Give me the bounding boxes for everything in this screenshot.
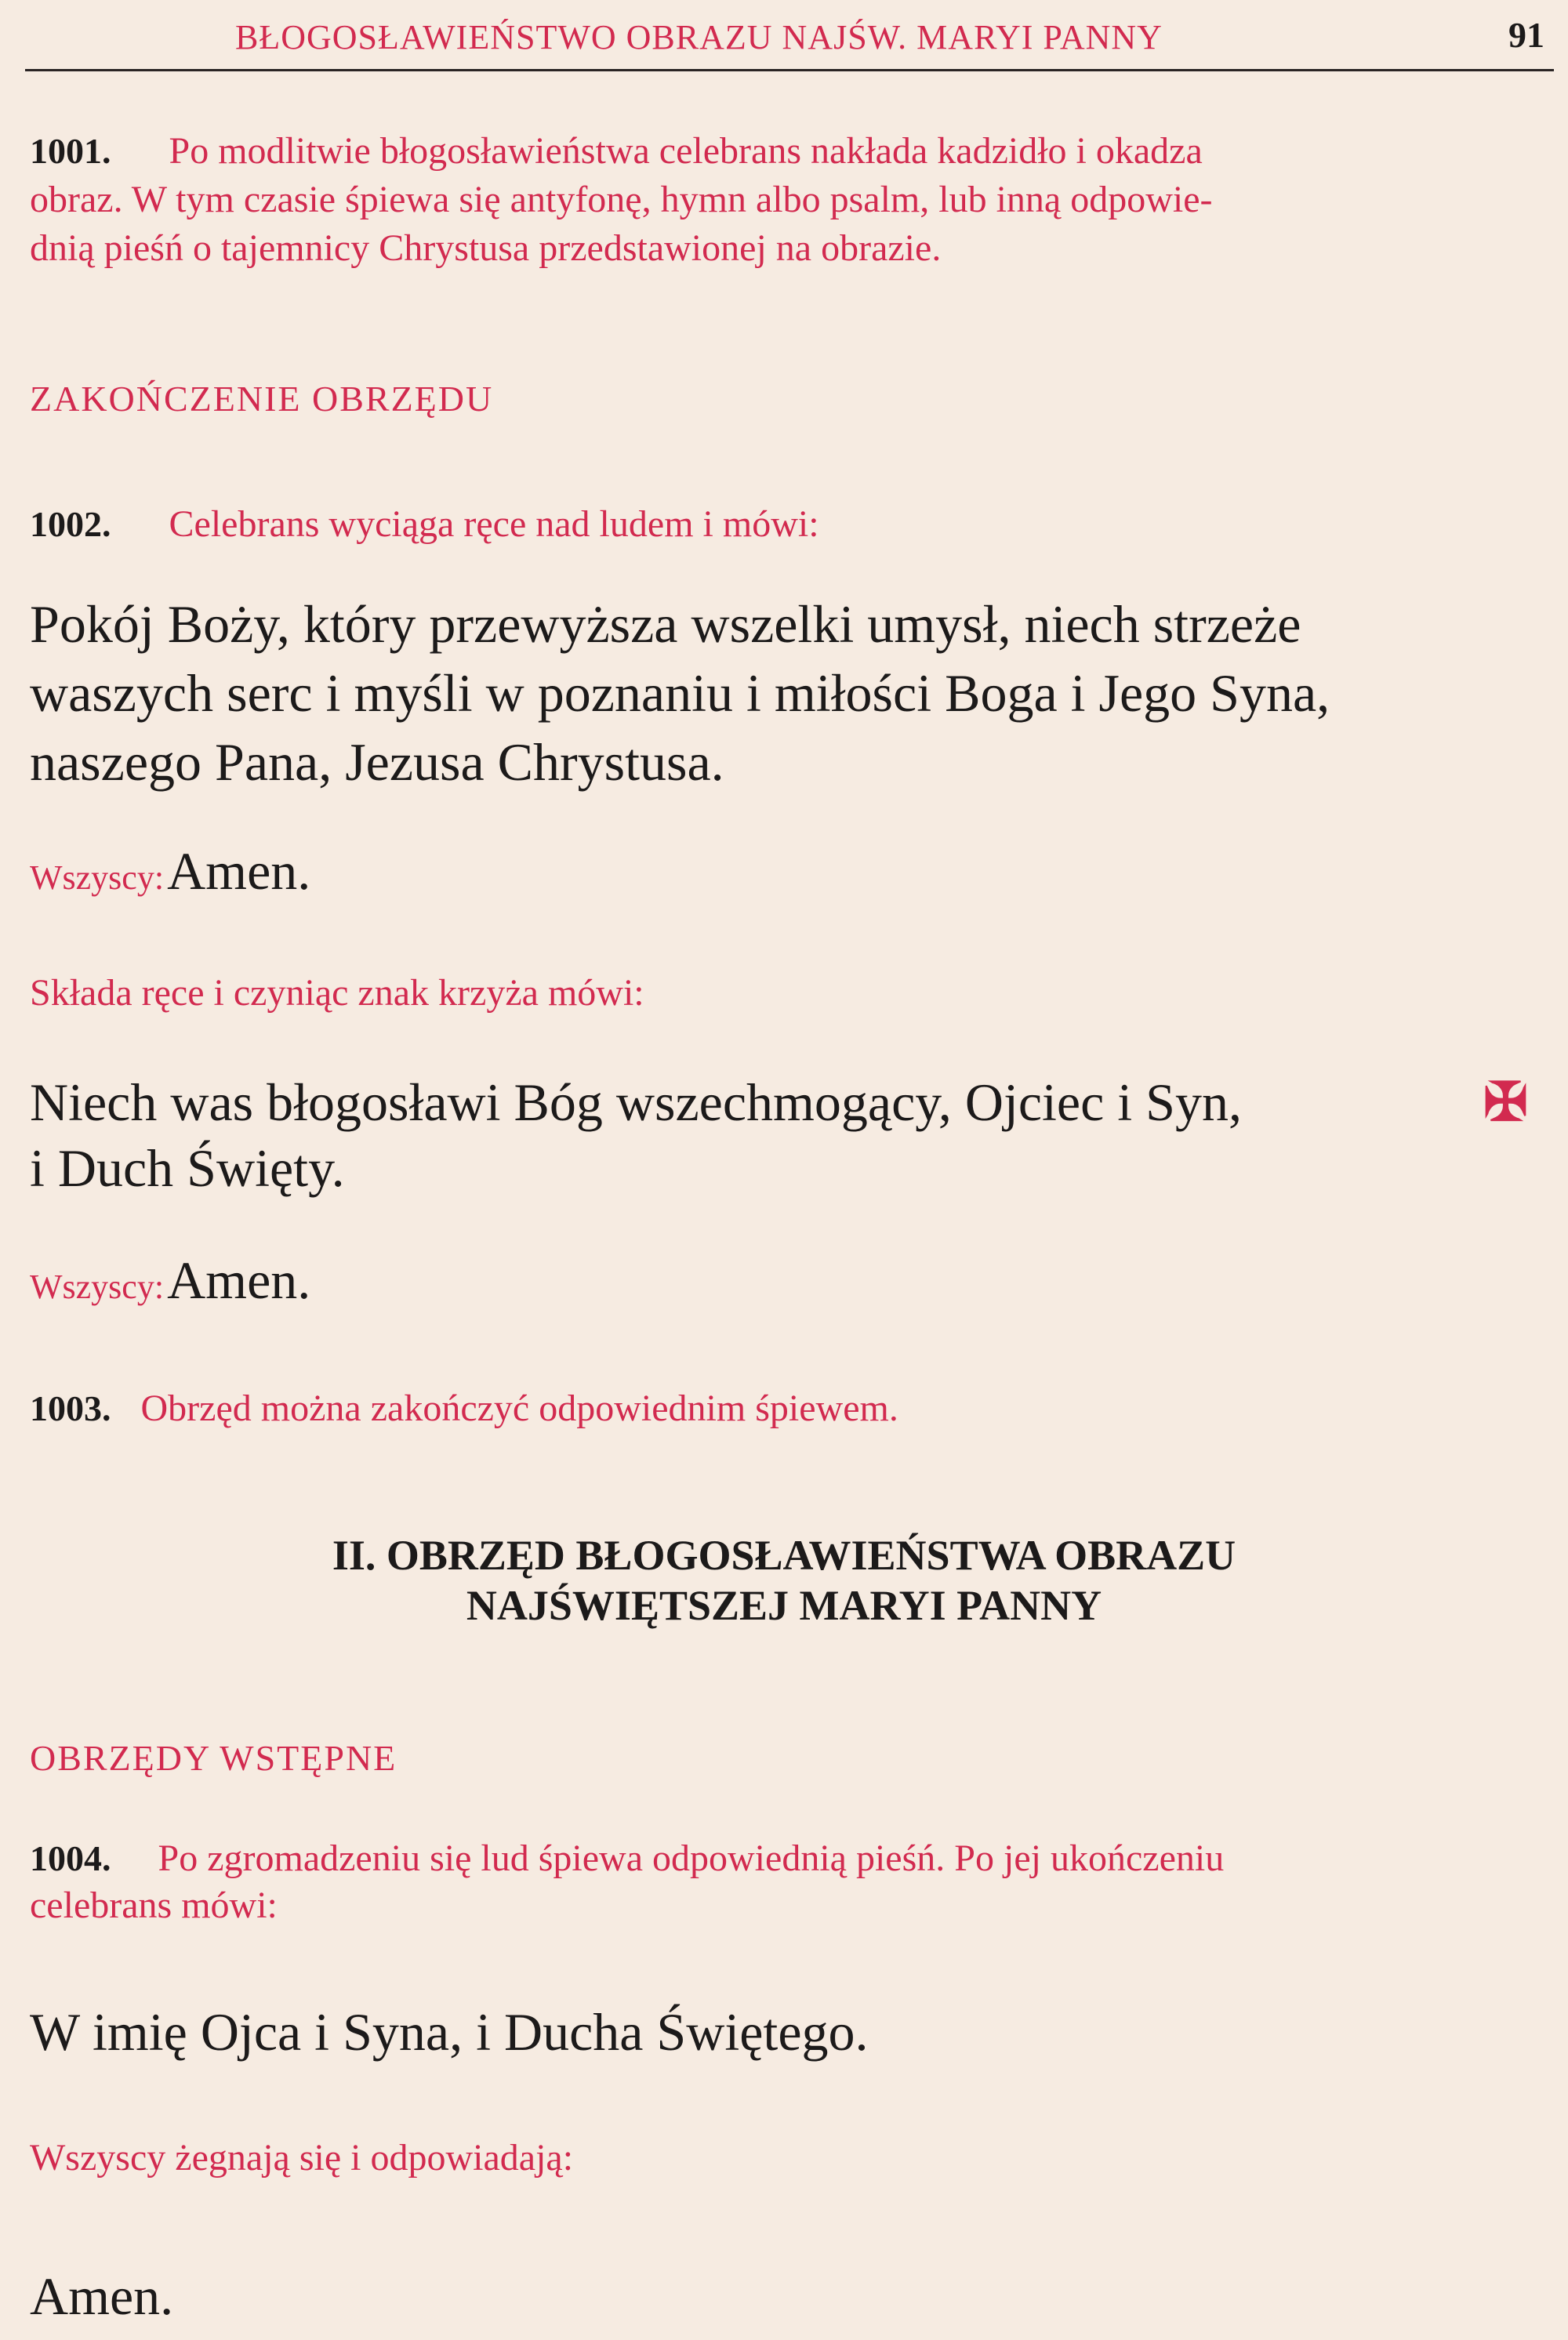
rubric-line: Po zgromadzeniu się lud śpiewa odpowiednią pieśń. Po jej ukończeniu bbox=[158, 1838, 1225, 1879]
cross-icon: ✠ bbox=[1483, 1072, 1528, 1132]
paragraph-1001 bbox=[30, 127, 1203, 176]
response-label: Wszyscy: bbox=[30, 858, 165, 897]
prayer-line: W imię Ojca i Syna, i Ducha Świętego. bbox=[30, 2002, 869, 2062]
prayer-line: naszego Pana, Jezusa Chrystusa. bbox=[30, 732, 724, 792]
paragraph-number: 1001. bbox=[30, 131, 111, 171]
prayer-line: i Duch Święty. bbox=[30, 1138, 345, 1198]
heading-line: NAJŚWIĘTSZEJ MARYI PANNY bbox=[466, 1582, 1102, 1629]
heading-line: II. OBRZĘD BŁOGOSŁAWIEŃSTWA OBRAZU bbox=[332, 1532, 1236, 1579]
rubric-line: Po modlitwie błogosławieństwa celebrans nakłada kadzidło i okadza bbox=[169, 130, 1203, 172]
section-title: OBRZĘDY WSTĘPNE bbox=[30, 1738, 397, 1778]
rubric-text: Wszyscy żegnają się i odpowiadają: bbox=[30, 2137, 574, 2179]
rubric-line: celebrans mówi: bbox=[30, 1885, 278, 1926]
prayer-text: Niech was błogosławi Bóg wszechmogący, Ojciec i Syn, bbox=[30, 1072, 1243, 1132]
paragraph-number: 1003. bbox=[30, 1388, 111, 1428]
response-label: Wszyscy: bbox=[30, 1268, 165, 1306]
section-title: ZAKOŃCZENIE OBRZĘDU bbox=[30, 379, 494, 419]
paragraph-number: 1004. bbox=[30, 1838, 111, 1878]
prayer-line: waszych serc i myśli w poznaniu i miłości Boga i Jego Syna, bbox=[30, 663, 1330, 723]
response bbox=[30, 1250, 310, 1311]
rubric-line: obraz. W tym czasie śpiewa się antyfonę, hymn albo psalm, lub inną odpowie- bbox=[30, 179, 1213, 220]
prayer-line bbox=[30, 1068, 1242, 1137]
rubric-text: Obrzęd można zakończyć odpowiednim śpiewem. bbox=[140, 1388, 898, 1429]
running-header: BŁOGOSŁAWIEŃSTWO OBRAZU NAJŚW. MARYI PANNY bbox=[235, 18, 1163, 56]
rubric-text: Celebrans wyciąga ręce nad ludem i mówi: bbox=[169, 503, 819, 545]
paragraph-1004 bbox=[30, 1834, 1224, 1883]
response bbox=[30, 840, 310, 902]
prayer-line: Pokój Boży, który przewyższa wszelki umysł, niech strzeże bbox=[30, 594, 1301, 654]
paragraph-number: 1002. bbox=[30, 504, 111, 544]
header-rule bbox=[25, 69, 1554, 71]
paragraph-1002 bbox=[30, 500, 819, 549]
page-number: 91 bbox=[1508, 15, 1544, 55]
paragraph-1003 bbox=[30, 1384, 898, 1433]
response-text: Amen. bbox=[167, 841, 311, 901]
rubric-text: Składa ręce i czyniąc znak krzyża mówi: bbox=[30, 972, 644, 1014]
response-text: Amen. bbox=[167, 1250, 311, 1310]
response-text: Amen. bbox=[30, 2266, 174, 2326]
rubric-line: dnią pieśń o tajemnicy Chrystusa przedstawionej na obrazie. bbox=[30, 227, 942, 269]
